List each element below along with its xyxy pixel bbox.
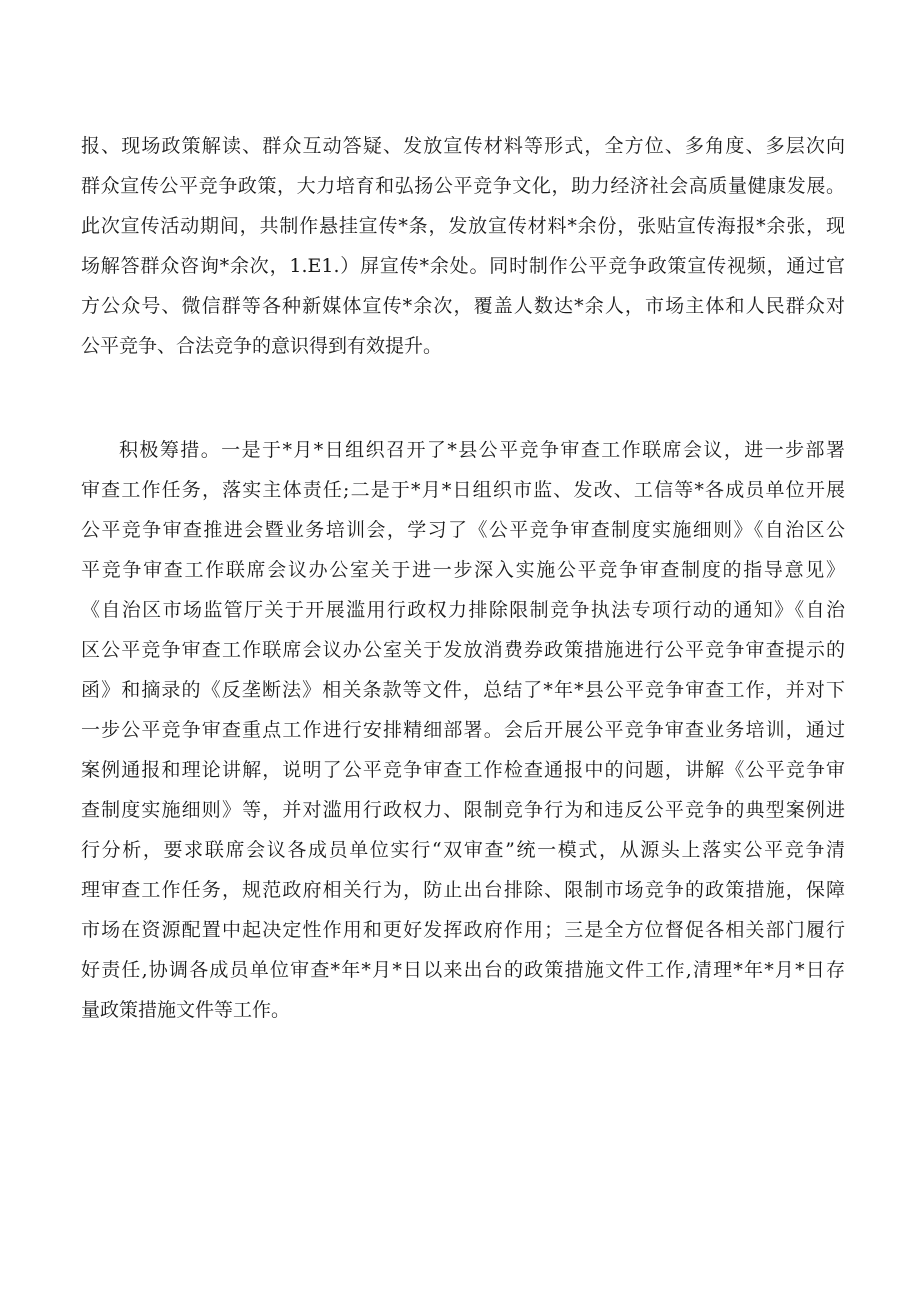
- paragraph-1-line: 群众宣传公平竞争政策，大力培育和弘扬公平竞争文化，助力经济社会高质量健康发展。: [81, 175, 845, 197]
- paragraph-2-line: 一步公平竞争审查重点工作进行安排精细部署。会后开展公平竞争审查业务培训，通过: [81, 719, 845, 741]
- paragraph-2-line: 案例通报和理论讲解，说明了公平竞争审查工作检查通报中的问题，讲解《公平竞争审: [81, 759, 845, 781]
- paragraph-1-line: 方公众号、微信群等各种新媒体宣传*余次，覆盖人数达*余人，市场主体和人民群众对: [81, 295, 845, 317]
- paragraph-2-line: 查制度实施细则》等，并对滥用行政权力、限制竞争行为和违反公平竞争的典型案例进: [81, 799, 845, 821]
- paragraph-2-line: 《自治区市场监管厅关于开展滥用行政权力排除限制竞争执法专项行动的通知》《自治: [81, 599, 845, 621]
- paragraph-2: [81, 430, 845, 1030]
- paragraph-1: [81, 126, 845, 366]
- paragraph-2-line-first: 积极筹措。一是于*月*日组织召开了*县公平竞争审查工作联席会议，进一步部署: [119, 439, 845, 461]
- paragraph-2-line: 平竞争审查工作联席会议办公室关于进一步深入实施公平竞争审查制度的指导意见》: [81, 559, 845, 581]
- paragraph-2-line: 市场在资源配置中起决定性作用和更好发挥政府作用；三是全方位督促各相关部门履行: [81, 919, 845, 941]
- paragraph-2-line: 公平竞争审查推进会暨业务培训会，学习了《公平竞争审查制度实施细则》《自治区公: [81, 519, 845, 541]
- paragraph-1-line: 此次宣传活动期间，共制作悬挂宣传*条，发放宣传材料*余份，张贴宣传海报*余张，现: [81, 215, 845, 237]
- paragraph-2-line: 好责任,协调各成员单位审查*年*月*日以来出台的政策措施文件工作,清理*年*月*日存: [81, 959, 845, 981]
- paragraph-1-line: 场解答群众咨询*余次，1.E1.）屏宣传*余处。同时制作公平竞争政策宣传视频，通过官: [81, 255, 845, 277]
- paragraph-2-line: 函》和摘录的《反垄断法》相关条款等文件，总结了*年*县公平竞争审查工作，并对下: [81, 679, 845, 701]
- paragraph-2-line: 理审查工作任务，规范政府相关行为，防止出台排除、限制市场竞争的政策措施，保障: [81, 879, 845, 901]
- paragraph-1-line: 报、现场政策解读、群众互动答疑、发放宣传材料等形式，全方位、多角度、多层次向: [81, 135, 845, 157]
- paragraph-2-line: 区公平竞争审查工作联席会议办公室关于发放消费券政策措施进行公平竞争审查提示的: [81, 639, 845, 661]
- paragraph-1-line-last: 公平竞争、合法竞争的意识得到有效提升。: [81, 335, 443, 357]
- paragraph-2-line: 审查工作任务，落实主体责任;二是于*月*日组织市监、发改、工信等*各成员单位开展: [81, 479, 845, 501]
- paragraph-2-line-last: 量政策措施文件等工作。: [81, 999, 291, 1021]
- paragraph-2-line: 行分析，要求联席会议各成员单位实行“双审查”统一模式，从源头上落实公平竞争清: [81, 839, 845, 861]
